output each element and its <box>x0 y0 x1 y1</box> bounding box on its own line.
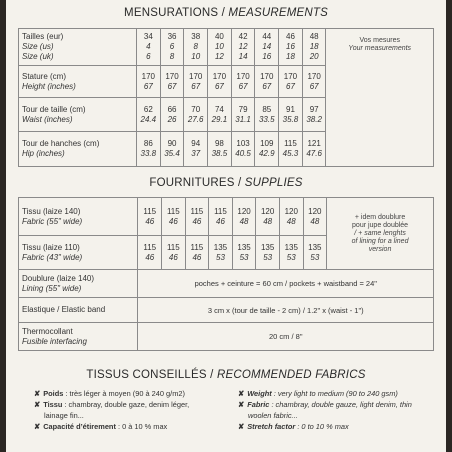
waist-cell: 74 29.1 <box>208 98 232 132</box>
size-cell: 44 14 16 <box>255 29 279 66</box>
fabrics-french-list <box>34 388 189 432</box>
fabric-note-line: / + same lenghts <box>354 229 406 237</box>
supplies-title <box>6 177 446 189</box>
fabric-note-line: of lining for a lined <box>351 237 409 245</box>
fabric-type-en: ✘ Fabric : chambray, double gauze, light denim, thin <box>238 400 412 409</box>
waist-cell: 85 33.5 <box>255 98 279 132</box>
cross-icon: ✘ <box>238 389 245 398</box>
stature-cell: 170 67 <box>184 66 208 98</box>
fabric-type-en-cont: woolen fabric... <box>248 411 298 420</box>
size-label-uk: Size (uk) <box>22 52 54 61</box>
fabric110-cell: 135 53 <box>303 236 327 270</box>
stature-cell: 170 67 <box>208 66 232 98</box>
measurements-title-fr: MENSURATIONS / <box>124 7 226 19</box>
fabric-note-line: + idem doublure <box>354 213 406 221</box>
hip-cell: 115 45.3 <box>279 132 303 167</box>
fabric110-cell: 135 53 <box>256 236 280 270</box>
elastic-value: 3 cm x (tour de taille - 2 cm) / 1.2" x (waist - 1") <box>138 298 434 323</box>
fabric-type-fr: ✘ Tissu : chambray, double gaze, denim léger, <box>34 400 190 409</box>
fabric140-cell: 115 46 <box>209 198 233 236</box>
elastic-label: Elastique / Elastic band <box>19 298 138 323</box>
fabric-type-fr-cont: lainage fin... <box>44 411 84 420</box>
fabric140-cell: 120 48 <box>279 198 303 236</box>
measurements-title <box>6 7 446 19</box>
fabric-note-line: pour jupe doublée <box>352 221 409 229</box>
fabrics-title-en: RECOMMENDED FABRICS <box>213 369 366 381</box>
measurements-table <box>18 28 434 167</box>
cross-icon: ✘ <box>238 422 245 431</box>
fabric110-cell: 115 46 <box>162 236 186 270</box>
lining-value: poches + ceinture = 60 cm / pockets + waistband = 24" <box>138 270 434 298</box>
stature-cell: 170 67 <box>279 66 303 98</box>
stature-cell: 170 67 <box>255 66 279 98</box>
interfacing-label: Thermocollant Fusible interfacing <box>19 323 138 351</box>
fabric140-cell: 115 46 <box>138 198 162 236</box>
cross-icon: ✘ <box>34 400 41 409</box>
fabric110-cell: 115 46 <box>138 236 162 270</box>
fabric-weight-en: ✘ Weight : very light to medium (90 to 240 gsm) <box>238 389 398 398</box>
your-measurements-fr: Vos mesures <box>359 37 400 44</box>
hip-cell: 103 40.5 <box>231 132 255 167</box>
waist-cell: 66 26 <box>160 98 184 132</box>
size-cell: 42 12 14 <box>231 29 255 66</box>
fabric110-label: Tissu (laize 110) Fabric (43" wide) <box>19 236 138 270</box>
interfacing-row <box>19 323 434 351</box>
fabric110-cell: 135 53 <box>232 236 256 270</box>
fabric110-cell: 135 53 <box>279 236 303 270</box>
hip-label: Tour de hanches (cm) Hip (inches) <box>19 132 137 167</box>
hip-cell: 90 35.4 <box>160 132 184 167</box>
stature-cell: 170 67 <box>231 66 255 98</box>
waist-label: Tour de taille (cm) Waist (inches) <box>19 98 137 132</box>
fabric140-cell: 120 48 <box>232 198 256 236</box>
size-label <box>19 29 137 66</box>
size-cell: 38 8 10 <box>184 29 208 66</box>
cross-icon: ✘ <box>238 400 245 409</box>
hip-cell: 98 38.5 <box>208 132 232 167</box>
waist-cell: 70 27.6 <box>184 98 208 132</box>
elastic-row <box>19 298 434 323</box>
pattern-sheet <box>6 0 446 452</box>
stature-cell: 170 67 <box>160 66 184 98</box>
hip-cell: 86 33.8 <box>136 132 160 167</box>
your-measurements-en: Your measurements <box>348 45 412 52</box>
size-cell: 34 4 6 <box>136 29 160 66</box>
hip-cell: 94 37 <box>184 132 208 167</box>
waist-cell: 62 24.4 <box>136 98 160 132</box>
fabric140-label: Tissu (laize 140) Fabric (55" wide) <box>19 198 138 236</box>
fabric-stretch-en: ✘ Stretch factor : 0 to 10 % max <box>238 422 349 431</box>
size-label-eur: Tailles (eur) <box>22 32 64 41</box>
fabric-lining-note <box>327 198 434 270</box>
waist-cell: 97 38.2 <box>302 98 326 132</box>
size-row <box>19 29 434 66</box>
fabrics-english-list <box>238 388 412 432</box>
supplies-title-en: SUPPLIES <box>241 177 303 189</box>
fabric-stretch-fr: ✘ Capacité d’étirement : 0 à 10 % max <box>34 422 168 431</box>
supplies-title-fr: FOURNITURES / <box>149 177 242 189</box>
hip-cell: 109 42.9 <box>255 132 279 167</box>
waist-cell: 79 31.1 <box>231 98 255 132</box>
size-label-us: Size (us) <box>22 42 54 51</box>
fabric140-row <box>19 198 434 236</box>
lining-label: Doublure (laize 140) Lining (55" wide) <box>19 270 138 298</box>
fabric140-cell: 115 46 <box>162 198 186 236</box>
size-cell: 36 6 8 <box>160 29 184 66</box>
fabric110-cell: 115 46 <box>185 236 209 270</box>
measurements-title-en: MEASUREMENTS <box>225 7 328 19</box>
size-cell: 40 10 12 <box>208 29 232 66</box>
fabric-note-line: version <box>368 245 392 253</box>
fabric140-cell: 120 48 <box>303 198 327 236</box>
stature-cell: 170 67 <box>136 66 160 98</box>
size-cell: 48 18 20 <box>302 29 326 66</box>
fabrics-title <box>6 369 446 381</box>
fabric-weight-fr: ✘ Poids : très léger à moyen (90 à 240 g/m2) <box>34 389 185 398</box>
waist-cell: 91 35.8 <box>279 98 303 132</box>
fabric140-cell: 120 48 <box>256 198 280 236</box>
cross-icon: ✘ <box>34 422 41 431</box>
fabrics-title-fr: TISSUS CONSEILLÉS / <box>86 369 214 381</box>
hip-cell: 121 47.6 <box>302 132 326 167</box>
size-cell: 46 16 18 <box>279 29 303 66</box>
fabric140-cell: 115 46 <box>185 198 209 236</box>
cross-icon: ✘ <box>34 389 41 398</box>
stature-cell: 170 67 <box>302 66 326 98</box>
stature-label: Stature (cm) Height (inches) <box>19 66 137 98</box>
interfacing-value: 20 cm / 8" <box>138 323 434 351</box>
supplies-table <box>18 197 434 351</box>
fabric110-cell: 135 53 <box>209 236 233 270</box>
lining-row <box>19 270 434 298</box>
your-measurements-column <box>326 29 434 167</box>
